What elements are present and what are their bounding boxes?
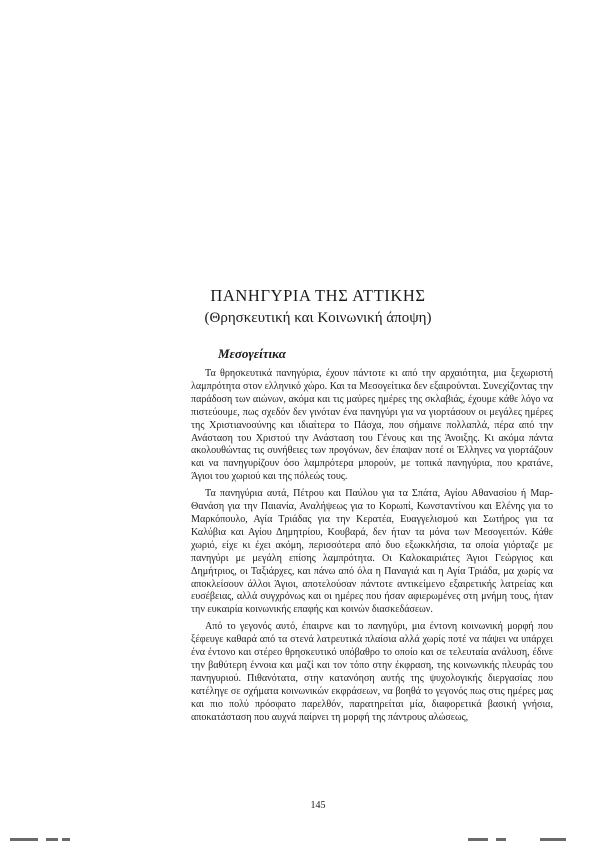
paragraph: Τα πανηγύρια αυτά, Πέτρου και Παύλου για τα Σπάτα, Αγίου Αθανασίου ή Μαρ-Θανάση για την Παιανία, Αναλήψεως για το Κορωπί, Κωνσταντίνου και Ελένης για το Μαρκόπουλο, Αγία Τριάδας για την Κερατέα, Ευαγγελισμού και Σωτήρος για τα Καλύβια και Αγίου Δημητρίου, Κουβαρά, δεν ήταν τα μόνα των Μεσογειτών. Κάθε χωριό, είχε κι έχει ακόμη, περισσότερα από δυο εξωκκλήσια, τα οποία γιόρταζε με πανηγύρι με μεγάλη επίσης λαμπρότητα. Οι Καλοκαιριάτες Άγιοι Γεώργιος και Δημήτριος, οι Ταξιάρχες, και πάνω από όλα η Παναγιά και η Αγία Τριάδα, μα χωρίς να αποκλείσουν άλλοι Άγιοι, αποτελούσαν πάντοτε αντικείμενο εξαιρετικής λατρείας και ευσέβειας, αλλά συγχρόνως και οι ημέρες που ήσαν αφιερωμένες στη μνήμη τους, ήταν την ευκαιρία κοινωνικής επαφής και κοινών διασκεδάσεων. bbox=[191, 488, 553, 616]
paragraph: Από το γεγονός αυτό, έπαιρνε και το πανηγύρι, μια έντονη κοινωνική μορφή που ξέφευγε καθαρά από τα στενά λατρευτικά πλαίσια αλλά χωρίς ποτέ να πάψει να υπάρχει ένα έντονο και στέρεο θρησκευτικό υπόβαθρο το οποίο και σε τελευταία ανάλυση, έδινε την βαθύτερη έννοια και μαζί και τον τόπο στην έκφραση, της κοινωνικής πλευράς του πανηγυριού. Πιθανότατα, στην κατανόηση αυτής της ψυχολογικής διεργασίας που κατέληγε σε σχήματα κοινωνικών εκφράσεων, να βοηθά το γεγονός πως στις ημέρες μας και πιο πολύ πρόσφατο παρελθόν, παρατηρείται μία, διαφορετικά βασική γνήσια, αποκατάσταση που αυχνά παίρνει τη μορφή της πάντρους αλώσεως, bbox=[191, 621, 553, 723]
paragraph: Τα θρησκευτικά πανηγύρια, έχουν πάντοτε κι από την αρχαιότητα, μια ξεχωριστή λαμπρότητα στον ελληνικό χώρο. Και τα Μεσογείτικα δεν εξαιρούνται. Συνεχίζοντας την παράδοση των αιώνων, ακόμα και τις μαύρες ημέρες της σκλαβιάς, έχουμε κάθε λόγο να πιστεύουμε, πως σχεδόν δεν γινόταν ένα πανηγύρι για να γιορτάσουν οι μεγάλες ημέρες της Χριστιανοσύνης και ιδιαίτερα το Πάσχα, που σήμαινε πολλαπλά, πέρα από την Ανάσταση του Χριστού την Ανάσταση του Γένους και της Άνοιξης. Κι ακόμα πάντα ακολουθώντας τις συνήθειες των προγόνων, δεν έπαψαν ποτέ οι Έλληνες να γιορτάζουν και να πανηγυρίζουν όσο λαμπρότερα μπορούν, με τοπικά πανηγύρια, που κρατάνε, Άγιοι του χωριού και της πόλεώς τους. bbox=[191, 368, 553, 483]
page-number: 145 bbox=[310, 800, 326, 811]
scan-footer-marks bbox=[0, 838, 600, 844]
page-subtitle: (Θρησκευτική και Κοινωνική άποψη) bbox=[204, 310, 432, 326]
body-text bbox=[191, 368, 553, 728]
page-title: ΠΑΝΗΓΥΡΙΑ ΤΗΣ ΑΤΤΙΚΗΣ bbox=[210, 286, 426, 305]
section-heading: Μεσογείτικα bbox=[218, 346, 286, 361]
